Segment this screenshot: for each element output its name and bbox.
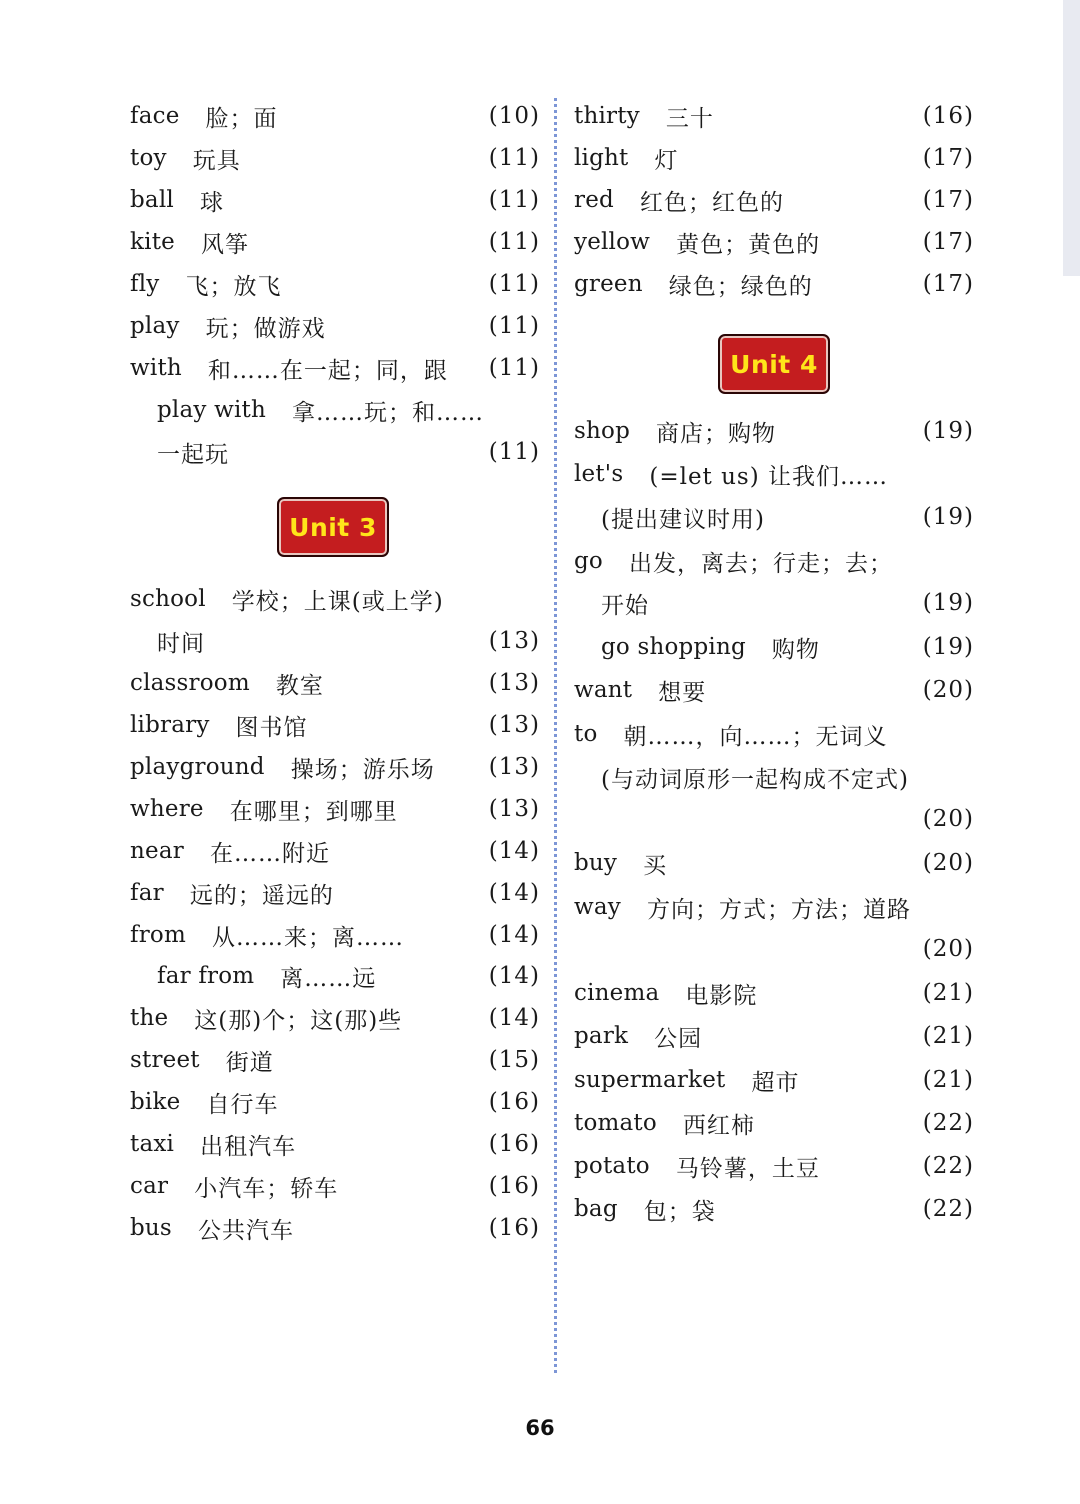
- page-ref: (20): [922, 677, 974, 703]
- vocab-word: library: [130, 712, 210, 738]
- page-ref: (11): [488, 271, 540, 297]
- vocab-entry: [574, 886, 974, 928]
- vocab-word: bus: [130, 1215, 172, 1241]
- vocab-entry: [130, 662, 540, 704]
- vocab-entry: [130, 305, 540, 347]
- page-ref: (16): [488, 1131, 540, 1157]
- vocab-word: where: [130, 796, 204, 822]
- page-ref: (21): [922, 1023, 974, 1049]
- unit-3-badge: [277, 497, 389, 557]
- page-ref: (19): [922, 634, 974, 660]
- column-divider: [554, 98, 557, 1373]
- vocab-word: school: [130, 586, 206, 612]
- vocab-word: kite: [130, 229, 175, 255]
- page-ref: (11): [488, 439, 540, 465]
- vocab-entry: [574, 842, 974, 884]
- vocab-word: shop: [574, 418, 630, 444]
- vocab-meaning: 一起玩: [157, 441, 229, 468]
- vocab-entry: [574, 713, 974, 755]
- vocab-word: want: [574, 677, 633, 703]
- page-ref: (20): [922, 936, 974, 962]
- vocab-word: go: [574, 548, 603, 574]
- vocab-word: with: [130, 355, 182, 381]
- vocab-meaning: (提出建议时用): [601, 506, 765, 533]
- vocab-word: cinema: [574, 980, 660, 1006]
- vocab-word: park: [574, 1023, 629, 1049]
- vocab-entry-continuation: [574, 928, 974, 970]
- vocab-meaning: 购物: [771, 636, 820, 663]
- vocab-entry: [130, 1081, 540, 1123]
- vocab-entry: [130, 179, 540, 221]
- vocab-meaning: 离……远: [280, 965, 377, 992]
- vocab-meaning: 在……附近: [209, 840, 330, 867]
- vocab-meaning: 时间: [157, 630, 205, 657]
- vocab-word: buy: [574, 850, 618, 876]
- vocab-entry: [130, 704, 540, 746]
- vocab-entry: [130, 263, 540, 305]
- vocab-meaning: 公共汽车: [197, 1217, 294, 1244]
- vocab-entry: [130, 1207, 540, 1249]
- vocab-meaning: 小汽车；轿车: [194, 1175, 339, 1202]
- vocab-word: bike: [130, 1089, 181, 1115]
- vocab-entry: [130, 1039, 540, 1081]
- vocab-meaning: 想要: [658, 679, 707, 706]
- vocab-entry: [574, 137, 974, 179]
- page-ref: (13): [488, 796, 540, 822]
- vocab-word: face: [130, 103, 180, 129]
- page-number: 66: [525, 1416, 555, 1440]
- vocab-entry: [130, 746, 540, 788]
- vocab-entry: [130, 1165, 540, 1207]
- vocab-word: far: [130, 880, 164, 906]
- vocab-meaning: 朝……，向……；无词义: [623, 723, 888, 750]
- vocab-entry: [130, 221, 540, 263]
- vocab-meaning: 出租汽车: [200, 1133, 297, 1160]
- vocab-meaning: 超市: [751, 1069, 800, 1096]
- page-ref: (21): [922, 1067, 974, 1093]
- vocab-word: car: [130, 1173, 169, 1199]
- vocab-word: play: [130, 313, 180, 339]
- vocab-meaning: 西红柿: [682, 1112, 755, 1139]
- vocab-meaning: 电影院: [685, 982, 758, 1009]
- vocab-meaning: 和……在一起；同，跟: [207, 357, 448, 384]
- vocab-word: way: [574, 894, 621, 920]
- vocab-word: let's: [574, 461, 624, 487]
- vocab-entry: [130, 578, 540, 620]
- vocab-word: green: [574, 271, 643, 297]
- vocab-word: light: [574, 145, 629, 171]
- vocab-word: potato: [574, 1153, 650, 1179]
- vocab-entry-continuation: [601, 582, 974, 624]
- page-ref: (17): [922, 145, 974, 171]
- vocab-word: thirty: [574, 103, 640, 129]
- vocab-entry: [574, 1188, 974, 1230]
- vocab-entry-continuation: [157, 431, 540, 473]
- vocab-meaning: 球: [199, 189, 224, 216]
- vocab-word: go shopping: [601, 634, 746, 660]
- vocab-entry: [130, 830, 540, 872]
- page-ref: (22): [922, 1153, 974, 1179]
- vocab-entry: [574, 179, 974, 221]
- vocab-word: to: [574, 721, 598, 747]
- vocab-meaning: 三十: [665, 105, 714, 132]
- vocab-word: supermarket: [574, 1067, 726, 1093]
- unit-3-label: Unit 3: [289, 512, 377, 542]
- vocab-meaning: 马铃薯，土豆: [675, 1155, 820, 1182]
- vocab-meaning: 包；袋: [643, 1198, 716, 1225]
- page-ref: (15): [488, 1047, 540, 1073]
- page-ref: (22): [922, 1110, 974, 1136]
- page-ref: (11): [488, 355, 540, 381]
- side-tab-marker: [1063, 0, 1080, 276]
- vocab-word: far from: [157, 963, 255, 989]
- page-ref: (17): [922, 229, 974, 255]
- page-ref: (19): [922, 590, 974, 616]
- vocab-meaning: 街道: [225, 1049, 274, 1076]
- vocab-word: the: [130, 1005, 169, 1031]
- vocab-entry: [574, 453, 974, 495]
- page-ref: (16): [922, 103, 974, 129]
- vocab-meaning: 风筝: [200, 231, 249, 258]
- vocab-entry: [130, 788, 540, 830]
- vocab-word: bag: [574, 1196, 618, 1222]
- vocab-entry: [574, 1102, 974, 1144]
- vocab-meaning: 出发，离去；行走；去；: [628, 550, 893, 577]
- page-ref: (13): [488, 670, 540, 696]
- vocab-meaning: 方向；方式；方法；道路: [647, 896, 911, 923]
- vocab-entry: [130, 347, 540, 389]
- page-ref: (14): [488, 880, 540, 906]
- vocab-entry-phrase: [157, 389, 540, 431]
- page-ref: (17): [922, 271, 974, 297]
- page-ref: (13): [488, 712, 540, 738]
- page-ref: (11): [488, 229, 540, 255]
- vocab-word: street: [130, 1047, 200, 1073]
- vocab-word: fly: [130, 271, 160, 297]
- page-ref: (10): [488, 103, 540, 129]
- page-ref: (14): [488, 922, 540, 948]
- vocab-meaning: 拿……玩；和……: [292, 399, 484, 426]
- page-ref: (21): [922, 980, 974, 1006]
- vocab-entry-continuation: [157, 620, 540, 662]
- vocab-entry: [574, 540, 974, 582]
- vocab-entry: [130, 137, 540, 179]
- vocab-meaning: 红色；红色的: [639, 189, 784, 216]
- unit-4-label: Unit 4: [730, 349, 818, 379]
- page-ref: (16): [488, 1089, 540, 1115]
- vocab-entry: [574, 669, 974, 711]
- vocab-meaning: 绿色；绿色的: [668, 273, 813, 300]
- vocab-word: classroom: [130, 670, 250, 696]
- vocab-entry-phrase: [157, 955, 540, 997]
- vocab-meaning: (=let us) 让我们……: [649, 463, 889, 490]
- page-ref: (14): [488, 838, 540, 864]
- page-ref: (16): [488, 1215, 540, 1241]
- vocab-entry: [574, 1059, 974, 1101]
- page-ref: (20): [922, 806, 974, 832]
- page-ref: (20): [922, 850, 974, 876]
- vocab-entry: [574, 95, 974, 137]
- vocab-meaning: 灯: [654, 147, 679, 174]
- vocab-meaning: 教室: [275, 672, 324, 699]
- vocab-meaning: 在哪里；到哪里: [229, 798, 398, 825]
- vocab-meaning: 商店；购物: [656, 420, 776, 447]
- vocab-entry-continuation: [601, 496, 974, 538]
- page-ref: (17): [922, 187, 974, 213]
- vocab-entry-continuation: [574, 798, 974, 840]
- vocab-meaning: 脸；面: [205, 105, 278, 132]
- vocab-word: play with: [157, 397, 266, 423]
- vocab-meaning: 操场；游乐场: [290, 756, 435, 783]
- vocab-word: playground: [130, 754, 265, 780]
- page-ref: (22): [922, 1196, 974, 1222]
- vocab-meaning: 图书馆: [235, 714, 308, 741]
- vocab-entry: [130, 1123, 540, 1165]
- vocab-meaning: 飞；放飞: [185, 273, 282, 300]
- page-ref: (13): [488, 754, 540, 780]
- vocab-word: toy: [130, 145, 167, 171]
- page-ref: (14): [488, 963, 540, 989]
- vocab-word: red: [574, 187, 614, 213]
- vocab-meaning: 买: [643, 852, 668, 879]
- vocab-meaning: 公园: [654, 1025, 703, 1052]
- page-ref: (11): [488, 145, 540, 171]
- vocab-entry: [130, 95, 540, 137]
- vocab-meaning: 学校；上课(或上学): [231, 588, 444, 615]
- vocab-meaning: 玩；做游戏: [205, 315, 326, 342]
- vocab-meaning: 这(那)个；这(那)些: [194, 1007, 403, 1034]
- vocab-meaning: 黄色；黄色的: [676, 231, 821, 258]
- vocab-word: yellow: [574, 229, 651, 255]
- vocab-meaning: 自行车: [206, 1091, 279, 1118]
- unit-4-badge: [718, 334, 830, 394]
- vocab-word: tomato: [574, 1110, 657, 1136]
- page-ref: (11): [488, 187, 540, 213]
- vocab-entry: [574, 263, 974, 305]
- vocab-entry: [130, 914, 540, 956]
- vocab-word: near: [130, 838, 184, 864]
- vocab-word: ball: [130, 187, 174, 213]
- page-ref: (19): [922, 418, 974, 444]
- page-ref: (11): [488, 313, 540, 339]
- vocab-meaning: 远的；遥远的: [189, 882, 334, 909]
- vocab-meaning: 玩具: [192, 147, 241, 174]
- vocab-word: from: [130, 922, 186, 948]
- vocab-entry: [574, 221, 974, 263]
- vocab-entry: [574, 972, 974, 1014]
- vocab-entry-phrase: [601, 626, 974, 668]
- vocab-word: taxi: [130, 1131, 175, 1157]
- page-ref: (13): [488, 628, 540, 654]
- vocab-entry: [574, 410, 974, 452]
- page-ref: (14): [488, 1005, 540, 1031]
- page-ref: (19): [922, 504, 974, 530]
- vocab-entry: [130, 997, 540, 1039]
- vocab-entry: [574, 1145, 974, 1187]
- vocab-meaning: 从……来；离……: [211, 924, 404, 951]
- vocab-entry-continuation: [601, 756, 974, 798]
- page-ref: (16): [488, 1173, 540, 1199]
- vocab-meaning: 开始: [601, 592, 649, 619]
- vocab-entry: [574, 1015, 974, 1057]
- vocab-meaning: (与动词原形一起构成不定式): [601, 766, 909, 793]
- vocab-entry: [130, 872, 540, 914]
